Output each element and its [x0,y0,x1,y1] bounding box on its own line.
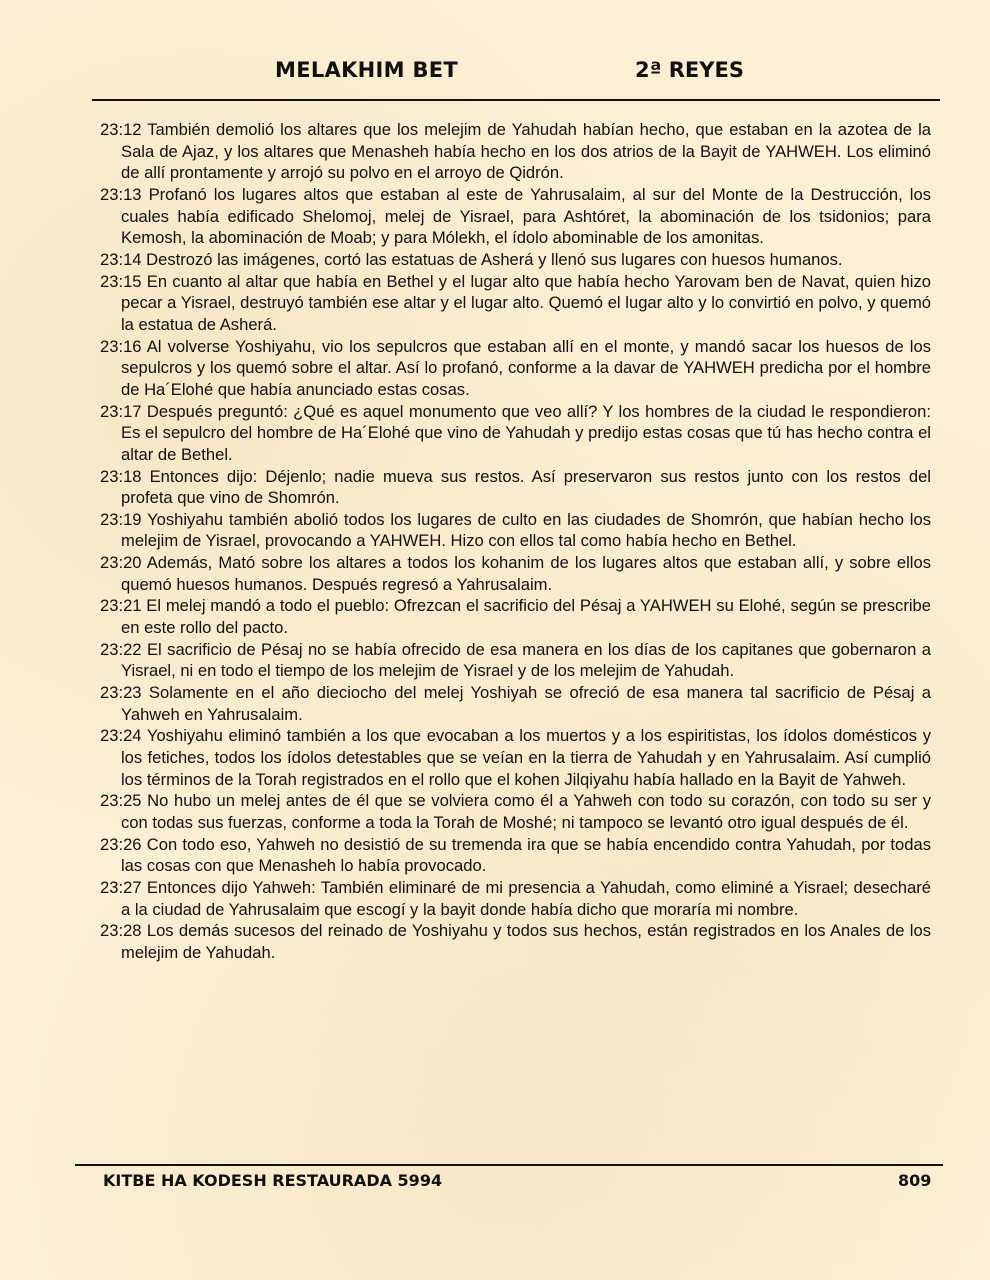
verse-23-14: 23:14 Destrozó las imágenes, cortó las estatuas de Asherá y llenó sus lugares con huesos humanos. [100,249,843,269]
verse-23-15: 23:15 En cuanto al altar que había en Bethel y el lugar alto que había hecho Yarovam ben de Navat, quien hizo pecar a Yisrael, destruyó también ese altar y el lugar alto. Quemó el lugar alto y lo convirtió en polvo, y quemó la estatua de Asherá. [100,271,931,334]
verse-23-18: 23:18 Entonces dijo: Déjenlo; nadie mueva sus restos. Así preservaron sus restos junto con los restos del profeta que vino de Shomrón. [100,466,931,508]
verse-23-24: 23:24 Yoshiyahu eliminó también a los que evocaban a los muertos y a los espiritistas, los ídolos domésticos y los fetiches, todos los ídolos detestables que se veían en la tierra de Yahudah y en Yahrusalaim. Así cumplió los términos de la Torah registrados en el rollo que el kohen Jilqiyahu había hallado en la Bayit de Yahweh. [100,726,931,789]
verse-23-17: 23:17 Después preguntó: ¿Qué es aquel monumento que veo allí? Y los hombres de la ciudad le respondieron: Es el sepulcro del hombre de Ha´Elohé que vino de Yahudah y predijo estas cosas que tú has hecho contra el altar de Bethel. [100,401,931,464]
header-book-spanish: 2ª REYES [635,58,744,82]
footer-rule [75,1164,943,1166]
verse-23-21: 23:21 El melej mandó a todo el pueblo: Ofrezcan el sacrificio del Pésaj a YAHWEH su Elohé, según se prescribe en este rollo del pacto. [100,596,931,638]
verse-23-28: 23:28 Los demás sucesos del reinado de Yoshiyahu y todos sus hechos, están registrados en los Anales de los melejim de Yahudah. [100,921,931,962]
header-book-hebrew: MELAKHIM BET [275,58,459,82]
verse-23-12: 23:12 También demolió los altares que los melejim de Yahudah habían hecho, que estaban en la azotea de la Sala de Ajaz, y los altares que Menasheh había hecho en los dos atrios de la Bayit de YAHWEH. Los eliminó de allí prontamente y arrojó su polvo en el arroyo de Qidrón. [100,120,931,183]
verse-list [100,119,931,964]
verse-23-22: 23:22 El sacrificio de Pésaj no se había ofrecido de esa manera en los días de los capitanes que gobernaron a Yisrael, ni en todo el tiempo de los melejim de Yisrael y de los melejim de Yahudah. [100,639,931,681]
page-header [0,58,990,92]
verse-23-23: 23:23 Solamente en el año dieciocho del melej Yoshiyah se ofreció de esa manera tal sacrificio de Pésaj a Yahweh en Yahrusalaim. [100,683,931,724]
verse-23-26: 23:26 Con todo eso, Yahweh no desistió de su tremenda ira que se había encendido contra Yahudah, por todas las cosas con que Menasheh lo había provocado. [100,834,931,876]
verse-23-13: 23:13 Profanó los lugares altos que estaban al este de Yahrusalaim, al sur del Monte de la Destrucción, los cuales había edificado Shelomoj, melej de Yisrael, para Ashtóret, la abominación de los tsidonios; para Kemosh, la abominación de Moab; y para Mólekh, el ídolo abominable de los amonitas. [100,184,931,248]
verse-23-16: 23:16 Al volverse Yoshiyahu, vio los sepulcros que estaban allí en el monte, y mandó sacar los huesos de los sepulcros y los quemó sobre el altar. Así lo profanó, conforme a la davar de YAHWEH predicha por el hombre de Ha´Elohé que había anunciado estas cosas. [100,336,931,399]
header-rule [92,99,940,101]
page-number: 809 [898,1171,932,1190]
verse-23-19: 23:19 Yoshiyahu también abolió todos los lugares de culto en las ciudades de Shomrón, que habían hecho los melejim de Yisrael, provocando a YAHWEH. Hizo con ellos tal como había hecho en Bethel. [100,509,931,551]
footer-book-title: KITBE HA KODESH RESTAURADA 5994 [103,1171,443,1190]
verse-23-27: 23:27 Entonces dijo Yahweh: También eliminaré de mi presencia a Yahudah, como eliminé a Yisrael; desecharé a la ciudad de Yahrusalaim que escogí y la bayit donde había dicho que moraría mi nombre. [100,877,931,919]
verse-23-25: 23:25 No hubo un melej antes de él que se volviera como él a Yahweh con todo su corazón, con todo su ser y con todas sus fuerzas, conforme a toda la Torah de Moshé; ni tampoco se levantó otro igual después de él. [100,791,931,832]
verse-23-20: 23:20 Además, Mató sobre los altares a todos los kohanim de los lugares altos que estaban allí, y sobre ellos quemó huesos humanos. Después regresó a Yahrusalaim. [100,553,931,594]
